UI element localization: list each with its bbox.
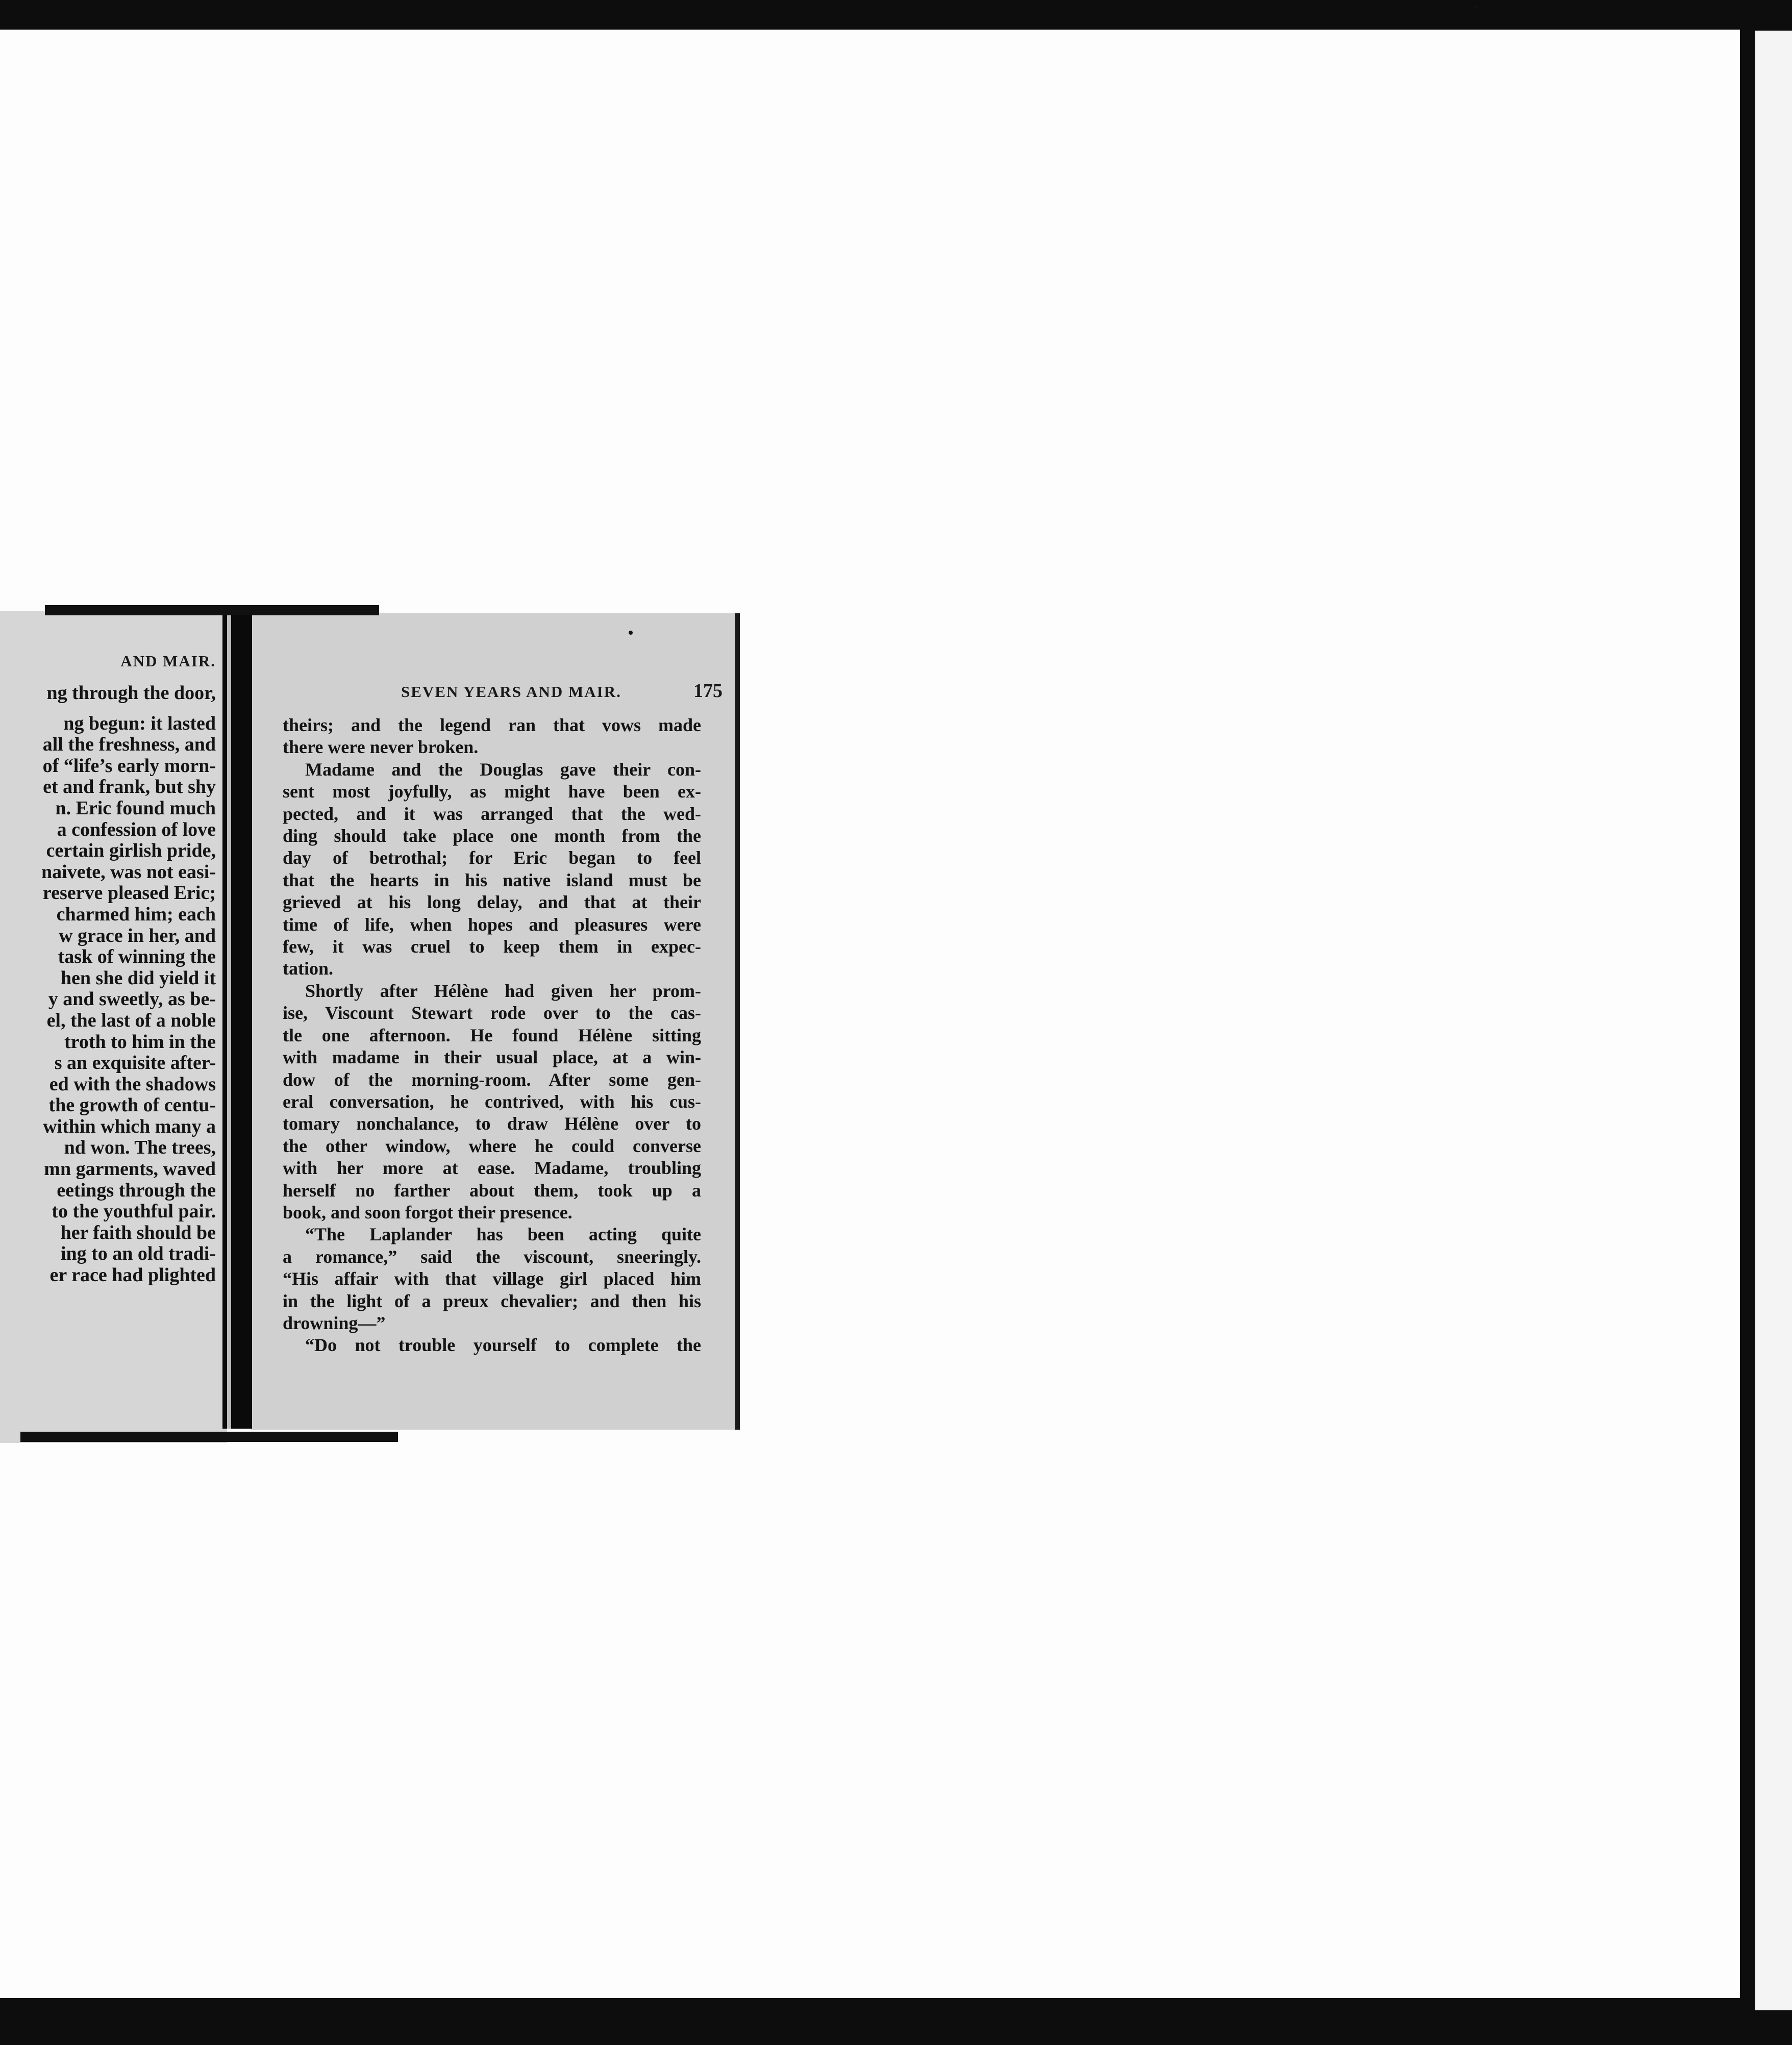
text-line: book, and soon forgot their presence.: [283, 1202, 573, 1223]
text-line: Shortly after Hélène had given her prom-: [305, 980, 701, 1001]
left-line: the growth of centu-: [48, 1094, 216, 1116]
running-head: [401, 680, 723, 702]
dust-speck: [1474, 5, 1478, 9]
text-line: “The Laplander has been acting quite: [305, 1224, 701, 1245]
left-line: hen she did yield it: [60, 967, 216, 989]
left-line: eetings through the: [57, 1179, 216, 1201]
left-line: of “life’s early morn-: [42, 755, 216, 777]
text-line: theirs; and the legend ran that vows made: [283, 715, 701, 735]
text-line: herself no farther about them, took up a: [283, 1180, 701, 1201]
left-line: within which many a: [43, 1115, 216, 1137]
right-page: [251, 613, 740, 1430]
text-line: tation.: [283, 958, 333, 979]
text-line: the other window, where he could converse: [283, 1135, 701, 1156]
tape-strip-top: [45, 605, 379, 615]
left-line: ng begun: it lasted: [63, 712, 216, 734]
left-running-head: AND MAIR.: [120, 652, 216, 670]
gutter-highlight: [227, 612, 231, 1429]
film-edge-strip: [1755, 31, 1792, 2010]
text-line: with madame in their usual place, at a win-: [283, 1047, 701, 1068]
left-line: her faith should be: [60, 1221, 216, 1243]
left-line: ed with the shadows: [49, 1073, 216, 1095]
text-line: dow of the morning-room. After some gen-: [283, 1069, 701, 1090]
dust-speck: [629, 631, 633, 635]
left-line: w grace in her, and: [59, 925, 216, 946]
left-page-text: [0, 652, 216, 1286]
text-line: tle one afternoon. He found Hélène sitting: [283, 1025, 701, 1045]
left-line: naivete, was not easi-: [41, 861, 216, 883]
text-line: time of life, when hopes and pleasures were: [283, 914, 701, 935]
text-line: ise, Viscount Stewart rode over to the cas-: [283, 1003, 701, 1024]
text-line: there were never broken.: [283, 737, 479, 758]
text-line: drowning—”: [283, 1312, 386, 1333]
left-line: el, the last of a noble: [46, 1009, 216, 1031]
page-text: [283, 714, 701, 1357]
left-line: nd won. The trees,: [64, 1137, 216, 1159]
left-line: ng through the door,: [46, 682, 216, 704]
page-number: 175: [693, 680, 723, 702]
left-line: a confession of love: [57, 818, 216, 840]
left-line: troth to him in the: [64, 1031, 216, 1053]
text-line: “Do not trouble yourself to complete the: [305, 1335, 701, 1356]
text-line: day of betrothal; for Eric began to feel: [283, 847, 701, 868]
text-line: few, it was cruel to keep them in expec-: [283, 936, 701, 957]
left-line: task of winning the: [58, 946, 216, 968]
text-line: a romance,” said the viscount, sneeringly.: [283, 1246, 701, 1267]
left-line: charmed him; each: [56, 903, 216, 925]
text-line: that the hearts in his native island must be: [283, 869, 701, 890]
text-line: pected, and it was arranged that the wed-: [283, 803, 701, 824]
left-line: n. Eric found much: [55, 797, 216, 819]
left-line: to the youthful pair.: [52, 1201, 216, 1223]
text-line: in the light of a preux chevalier; and then his: [283, 1290, 701, 1311]
text-line: ding should take place one month from the: [283, 826, 701, 846]
left-line: s an exquisite after-: [54, 1052, 216, 1074]
left-line: y and sweetly, as be-: [48, 988, 216, 1010]
left-page: [0, 611, 227, 1443]
left-line: reserve pleased Eric;: [42, 882, 216, 904]
left-line: mn garments, waved: [44, 1158, 216, 1180]
text-line: sent most joyfully, as might have been ex-: [283, 781, 701, 802]
left-line: er race had plighted: [49, 1264, 216, 1286]
running-title: SEVEN YEARS AND MAIR.: [401, 683, 621, 701]
left-line: et and frank, but shy: [43, 776, 216, 798]
text-line: tomary nonchalance, to draw Hélène over to: [283, 1113, 701, 1134]
left-line: certain girlish pride,: [46, 840, 216, 862]
text-line: “His affair with that village girl placed him: [283, 1268, 701, 1289]
text-line: eral conversation, he contrived, with his cus-: [283, 1091, 701, 1112]
left-line: ing to an old tradi-: [60, 1243, 216, 1265]
left-line: all the freshness, and: [42, 734, 216, 756]
text-line: Madame and the Douglas gave their con-: [305, 759, 701, 780]
film-border: [1740, 0, 1757, 2045]
text-line: with her more at ease. Madame, troubling: [283, 1158, 701, 1179]
text-line: grieved at his long delay, and that at their: [283, 892, 701, 913]
tape-strip-bottom: [20, 1432, 398, 1442]
